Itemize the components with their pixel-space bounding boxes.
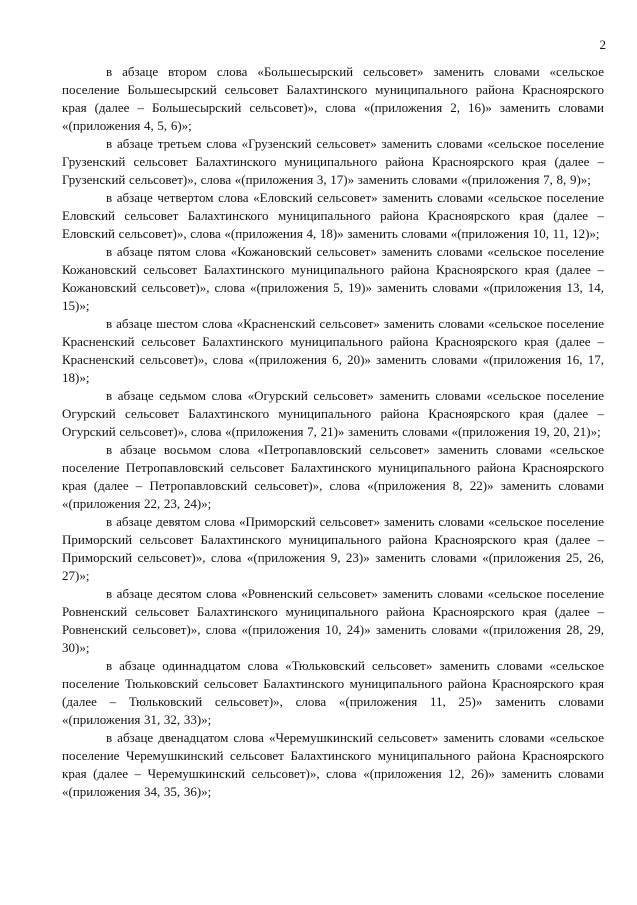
- paragraph-abzac-11: в абзаце одиннадцатом слова «Тюльковский сельсовет» заменить словами «сельское поселение Тюльковский сельсовет Балахтинского муниципального района Красноярского края (далее – Тюльковский сельсовет)», слова «(приложения 11, 25)» заменить словами «(приложения 31, 32, 33)»;: [62, 658, 604, 727]
- paragraph-abzac-4: в абзаце четвертом слова «Еловский сельсовет» заменить словами «сельское поселение Еловский сельсовет Балахтинского муниципального района Красноярского края (далее – Еловский сельсовет)», слова «(приложения 4, 18)» заменить словами «(приложения 10, 11, 12)»;: [62, 190, 604, 241]
- page-number: 2: [599, 37, 606, 52]
- paragraph-abzac-3: в абзаце третьем слова «Грузенский сельсовет» заменить словами «сельское поселение Грузенский сельсовет Балахтинского муниципального района Красноярского края (далее – Грузенский сельсовет)», слова «(приложения 3, 17)» заменить словами «(приложения 7, 8, 9)»;: [62, 136, 604, 187]
- paragraph-abzac-7: в абзаце седьмом слова «Огурский сельсовет» заменить словами «сельское поселение Огурский сельсовет Балахтинского муниципального района Красноярского края (далее – Огурский сельсовет)», слова «(приложения 7, 21)» заменить словами «(приложения 19, 20, 21)»;: [62, 388, 604, 439]
- paragraph-abzac-12: в абзаце двенадцатом слова «Черемушкинский сельсовет» заменить словами «сельское поселение Черемушкинский сельсовет Балахтинского муниципального района Красноярского края (далее – Черемушкинский сельсовет)», слова «(приложения 12, 26)» заменить словами «(приложения 34, 35, 36)»;: [62, 730, 604, 799]
- paragraph-abzac-9: в абзаце девятом слова «Приморский сельсовет» заменить словами «сельское поселение Приморский сельсовет Балахтинского муниципального района Красноярского края (далее – Приморский сельсовет)», слова «(приложения 9, 23)» заменить словами «(приложения 25, 26, 27)»;: [62, 514, 604, 583]
- document-body: [62, 63, 604, 801]
- paragraph-abzac-5: в абзаце пятом слова «Кожановский сельсовет» заменить словами «сельское поселение Кожановский сельсовет Балахтинского муниципального района Красноярского края (далее – Кожановский сельсовет)», слова «(приложения 5, 19)» заменить словами «(приложения 13, 14, 15)»;: [62, 244, 604, 313]
- paragraph-abzac-6: в абзаце шестом слова «Красненский сельсовет» заменить словами «сельское поселение Красненский сельсовет Балахтинского муниципального района Красноярского края (далее – Красненский сельсовет)», слова «(приложения 6, 20)» заменить словами «(приложения 16, 17, 18)»;: [62, 316, 604, 385]
- paragraph-abzac-2: в абзаце втором слова «Большесырский сельсовет» заменить словами «сельское поселение Большесырский сельсовет Балахтинского муниципального района Красноярского края (далее – Большесырский сельсовет)», слова «(приложения 2, 16)» заменить словами «(приложения 4, 5, 6)»;: [62, 64, 604, 133]
- paragraph-abzac-8: в абзаце восьмом слова «Петропавловский сельсовет» заменить словами «сельское поселение Петропавловский сельсовет Балахтинского муниципального района Красноярского края (далее – Петропавловский сельсовет)», слова «(приложения 8, 22)» заменить словами «(приложения 22, 23, 24)»;: [62, 442, 604, 511]
- paragraph-abzac-10: в абзаце десятом слова «Ровненский сельсовет» заменить словами «сельское поселение Ровненский сельсовет Балахтинского муниципального района Красноярского края (далее – Ровненский сельсовет)», слова «(приложения 10, 24)» заменить словами «(приложения 28, 29, 30)»;: [62, 586, 604, 655]
